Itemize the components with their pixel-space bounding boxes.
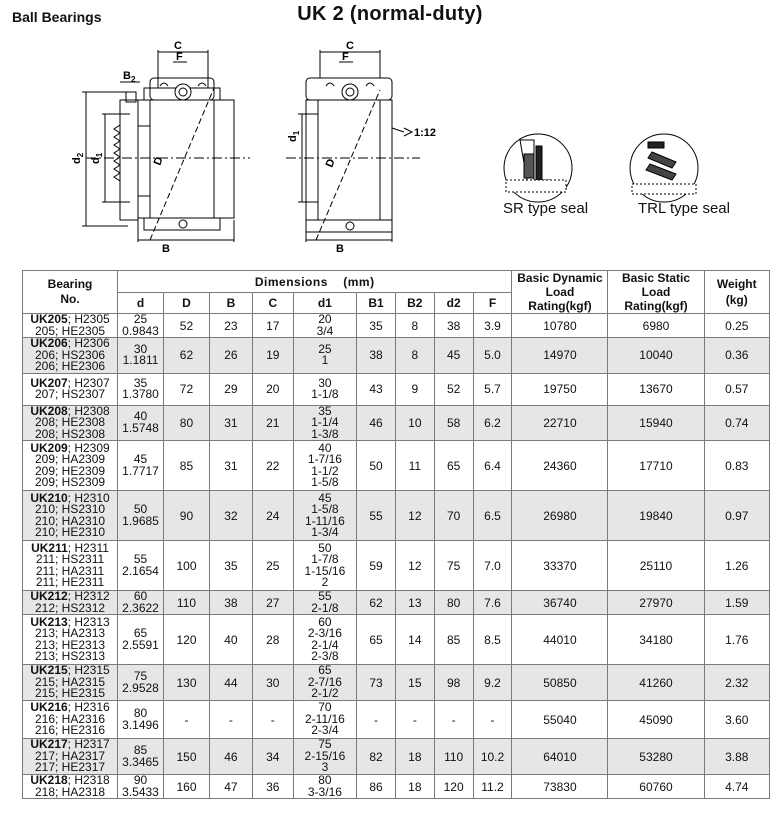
header-bearing-no: Bearing No.	[23, 271, 118, 314]
cell-b1: 35	[357, 314, 396, 338]
cell-dyn: 64010	[512, 739, 608, 775]
cell-f: -	[473, 701, 512, 739]
header-col-b1: B1	[357, 293, 396, 314]
header-col-b2: B2	[395, 293, 434, 314]
cell-dyn: 55040	[512, 701, 608, 739]
cell-f: 5.0	[473, 338, 512, 374]
cell-stat: 17710	[608, 441, 704, 491]
cell-b: 26	[209, 338, 252, 374]
cell-d1: 20 3/4	[293, 314, 356, 338]
cell-f: 7.0	[473, 541, 512, 591]
cell-d: 52	[164, 314, 210, 338]
cell-d2: 38	[434, 314, 473, 338]
header-col-b: B	[209, 293, 252, 314]
cell-bearing-no: UK210; H2310 210; HS2310 210; HA2310 210; HE2310	[23, 491, 118, 541]
cell-c: 34	[252, 739, 293, 775]
cell-f: 6.2	[473, 405, 512, 441]
dim-label-c-mid: C	[346, 40, 354, 52]
header-col-d2: d2	[434, 293, 473, 314]
cell-b: -	[209, 701, 252, 739]
cell-f: 7.6	[473, 591, 512, 615]
cell-c: 21	[252, 405, 293, 441]
cell-d1: 80 3-3/16	[293, 775, 356, 799]
cell-d: 80	[164, 405, 210, 441]
cell-b2: 9	[395, 373, 434, 405]
cell-d2: 80	[434, 591, 473, 615]
table-row	[23, 739, 770, 775]
cell-d2: 45	[434, 338, 473, 374]
cell-c: 19	[252, 338, 293, 374]
cell-b: 31	[209, 405, 252, 441]
cell-d: 40 1.5748	[118, 405, 164, 441]
cell-b2: 12	[395, 541, 434, 591]
dim-label-c: C	[174, 40, 182, 52]
cell-d: 45 1.7717	[118, 441, 164, 491]
cell-f: 3.9	[473, 314, 512, 338]
cell-bearing-no: UK206; H2306 206; HS2306 206; HE2306	[23, 338, 118, 374]
cell-d: 25 0.9843	[118, 314, 164, 338]
taper-label: 1:12	[414, 127, 437, 139]
table-row	[23, 541, 770, 591]
table-row	[23, 591, 770, 615]
cell-d: 35 1.3780	[118, 373, 164, 405]
cell-c: 22	[252, 441, 293, 491]
table-row	[23, 775, 770, 799]
header-dynamic-load: Basic Dynamic Load Rating(kgf)	[512, 271, 608, 314]
cell-b2: 15	[395, 665, 434, 701]
cell-b1: 62	[357, 591, 396, 615]
cell-dyn: 33370	[512, 541, 608, 591]
cell-b: 35	[209, 541, 252, 591]
cell-b2: 13	[395, 591, 434, 615]
cell-d1: 40 1-7/16 1-1/2 1-5/8	[293, 441, 356, 491]
cell-b2: 12	[395, 491, 434, 541]
header-col-d: d	[118, 293, 164, 314]
cell-d: 160	[164, 775, 210, 799]
cell-bearing-no: UK211; H2311 211; HS2311 211; HA2311 211; HE2311	[23, 541, 118, 591]
cell-b: 44	[209, 665, 252, 701]
cell-b1: 55	[357, 491, 396, 541]
table-row	[23, 441, 770, 491]
cell-b2: 8	[395, 338, 434, 374]
cell-wt: 0.74	[704, 405, 769, 441]
cell-d: 50 1.9685	[118, 491, 164, 541]
dim-label-big-d: D	[151, 155, 166, 168]
dim-label-b2: $B_2$	[123, 70, 136, 84]
cell-bearing-no: UK208; H2308 208; HE2308 208; HS2308	[23, 405, 118, 441]
cell-b2: 18	[395, 775, 434, 799]
header-weight: Weight (kg)	[704, 271, 769, 314]
dim-label-big-d-mid: D	[323, 157, 338, 170]
cell-wt: 0.36	[704, 338, 769, 374]
cell-b1: 50	[357, 441, 396, 491]
cell-c: -	[252, 701, 293, 739]
cell-d2: 52	[434, 373, 473, 405]
cell-b: 38	[209, 591, 252, 615]
cell-d: 120	[164, 615, 210, 665]
cell-d: 80 3.1496	[118, 701, 164, 739]
cell-wt: 0.97	[704, 491, 769, 541]
cell-stat: 34180	[608, 615, 704, 665]
table-row	[23, 405, 770, 441]
dim-label-b: B	[162, 243, 170, 255]
cell-d2: 75	[434, 541, 473, 591]
header-col-f: F	[473, 293, 512, 314]
cell-c: 30	[252, 665, 293, 701]
cell-f: 6.4	[473, 441, 512, 491]
header-static-load: Basic Static Load Rating(kgf)	[608, 271, 704, 314]
cell-d: 30 1.1811	[118, 338, 164, 374]
cell-b: 46	[209, 739, 252, 775]
table-row	[23, 314, 770, 338]
cell-d2: 85	[434, 615, 473, 665]
cell-wt: 3.88	[704, 739, 769, 775]
sr-seal-label: SR type seal	[503, 200, 589, 217]
cell-c: 25	[252, 541, 293, 591]
cell-d: 62	[164, 338, 210, 374]
cell-d2: 65	[434, 441, 473, 491]
cell-d1: 55 2-1/8	[293, 591, 356, 615]
table-row	[23, 701, 770, 739]
cell-d2: 110	[434, 739, 473, 775]
cell-bearing-no: UK217; H2317 217; HA2317 217; HE2317	[23, 739, 118, 775]
cell-stat: 19840	[608, 491, 704, 541]
spec-table	[22, 270, 770, 799]
cell-b: 32	[209, 491, 252, 541]
cell-c: 24	[252, 491, 293, 541]
cell-b: 29	[209, 373, 252, 405]
cell-d2: 58	[434, 405, 473, 441]
header-col-d1: d1	[293, 293, 356, 314]
cell-b2: 11	[395, 441, 434, 491]
cell-bearing-no: UK216; H2316 216; HA2316 216; HE2316	[23, 701, 118, 739]
cell-stat: 15940	[608, 405, 704, 441]
cell-dyn: 50850	[512, 665, 608, 701]
cell-wt: 1.76	[704, 615, 769, 665]
cell-d: 90	[164, 491, 210, 541]
cell-bearing-no: UK207; H2307 207; HS2307	[23, 373, 118, 405]
cell-d: 65 2.5591	[118, 615, 164, 665]
cell-wt: 4.74	[704, 775, 769, 799]
cell-wt: 2.32	[704, 665, 769, 701]
cell-d1: 45 1-5/8 1-11/16 1-3/4	[293, 491, 356, 541]
cell-d2: 70	[434, 491, 473, 541]
cell-dyn: 22710	[512, 405, 608, 441]
cell-f: 5.7	[473, 373, 512, 405]
cell-b1: 46	[357, 405, 396, 441]
cell-d: 72	[164, 373, 210, 405]
cell-bearing-no: UK209; H2309 209; HA2309 209; HE2309 209; HS2309	[23, 441, 118, 491]
cell-stat: 25110	[608, 541, 704, 591]
cell-bearing-no: UK212; H2312 212; HS2312	[23, 591, 118, 615]
cell-d2: 120	[434, 775, 473, 799]
cell-b: 23	[209, 314, 252, 338]
table-row	[23, 491, 770, 541]
cell-b2: 10	[395, 405, 434, 441]
cell-b: 40	[209, 615, 252, 665]
cell-stat: 13670	[608, 373, 704, 405]
cell-dyn: 14970	[512, 338, 608, 374]
cell-stat: 60760	[608, 775, 704, 799]
cell-b1: -	[357, 701, 396, 739]
cell-d1: 25 1	[293, 338, 356, 374]
cell-dyn: 36740	[512, 591, 608, 615]
cell-c: 28	[252, 615, 293, 665]
table-row	[23, 615, 770, 665]
cell-b1: 65	[357, 615, 396, 665]
cell-d1: 50 1-7/8 1-15/16 2	[293, 541, 356, 591]
cell-b1: 59	[357, 541, 396, 591]
cell-b2: 8	[395, 314, 434, 338]
cell-f: 10.2	[473, 739, 512, 775]
cell-f: 11.2	[473, 775, 512, 799]
cell-d: 130	[164, 665, 210, 701]
trl-seal-label: TRL type seal	[638, 200, 730, 217]
cell-stat: 41260	[608, 665, 704, 701]
cell-b2: 14	[395, 615, 434, 665]
header-col-big-d: D	[164, 293, 210, 314]
cell-d: 85 3.3465	[118, 739, 164, 775]
cell-d: 90 3.5433	[118, 775, 164, 799]
dim-label-f: F	[176, 51, 183, 63]
cell-dyn: 73830	[512, 775, 608, 799]
cell-b: 47	[209, 775, 252, 799]
cell-b1: 82	[357, 739, 396, 775]
cell-d1: 35 1-1/4 1-3/8	[293, 405, 356, 441]
dim-label-f-mid: F	[342, 51, 349, 63]
cell-bearing-no: UK205; H2305 205; HE2305	[23, 314, 118, 338]
cell-f: 9.2	[473, 665, 512, 701]
cell-bearing-no: UK213; H2313 213; HA2313 213; HE2313 213; HS2313	[23, 615, 118, 665]
cell-wt: 0.83	[704, 441, 769, 491]
cell-b2: -	[395, 701, 434, 739]
cell-d: 85	[164, 441, 210, 491]
header-dimensions: Dimensions (mm)	[118, 271, 512, 293]
cell-b2: 18	[395, 739, 434, 775]
cell-dyn: 19750	[512, 373, 608, 405]
cell-wt: 1.26	[704, 541, 769, 591]
table-row	[23, 373, 770, 405]
cell-wt: 0.25	[704, 314, 769, 338]
cell-c: 17	[252, 314, 293, 338]
cell-d1: 30 1-1/8	[293, 373, 356, 405]
cell-b1: 43	[357, 373, 396, 405]
cell-d1: 65 2-7/16 2-1/2	[293, 665, 356, 701]
cell-d1: 75 2-15/16 3	[293, 739, 356, 775]
header-col-c: C	[252, 293, 293, 314]
cell-b1: 86	[357, 775, 396, 799]
cell-bearing-no: UK215; H2315 215; HA2315 215; HE2315	[23, 665, 118, 701]
category-label: Ball Bearings	[12, 9, 102, 25]
cell-wt: 0.57	[704, 373, 769, 405]
cell-d: 150	[164, 739, 210, 775]
cell-d: 110	[164, 591, 210, 615]
dim-label-d1: $d_1$	[90, 152, 104, 164]
table-row	[23, 665, 770, 701]
cell-bearing-no: UK218; H2318 218; HA2318	[23, 775, 118, 799]
table-row	[23, 338, 770, 374]
cell-stat: 27970	[608, 591, 704, 615]
bearing-drawings	[0, 30, 780, 265]
cell-d: 100	[164, 541, 210, 591]
cell-b1: 73	[357, 665, 396, 701]
cell-stat: 53280	[608, 739, 704, 775]
cell-d: 60 2.3622	[118, 591, 164, 615]
cell-f: 8.5	[473, 615, 512, 665]
cell-c: 20	[252, 373, 293, 405]
cell-stat: 6980	[608, 314, 704, 338]
cell-d2: 98	[434, 665, 473, 701]
cell-dyn: 24360	[512, 441, 608, 491]
cell-d: 55 2.1654	[118, 541, 164, 591]
cell-c: 36	[252, 775, 293, 799]
cell-d2: -	[434, 701, 473, 739]
cell-wt: 3.60	[704, 701, 769, 739]
cell-wt: 1.59	[704, 591, 769, 615]
dim-label-d2: $d_2$	[71, 152, 85, 164]
cell-dyn: 10780	[512, 314, 608, 338]
cell-d1: 60 2-3/16 2-1/4 2-3/8	[293, 615, 356, 665]
cell-f: 6.5	[473, 491, 512, 541]
cell-stat: 45090	[608, 701, 704, 739]
cell-b: 31	[209, 441, 252, 491]
cell-stat: 10040	[608, 338, 704, 374]
cell-d1: 70 2-11/16 2-3/4	[293, 701, 356, 739]
cell-b1: 38	[357, 338, 396, 374]
cell-c: 27	[252, 591, 293, 615]
dim-label-d1-mid: $d_1$	[287, 130, 301, 142]
cell-dyn: 26980	[512, 491, 608, 541]
cell-d: 75 2.9528	[118, 665, 164, 701]
dim-label-b-mid: B	[336, 243, 344, 255]
cell-d: -	[164, 701, 210, 739]
page-title: UK 2 (normal-duty)	[297, 3, 483, 25]
cell-dyn: 44010	[512, 615, 608, 665]
